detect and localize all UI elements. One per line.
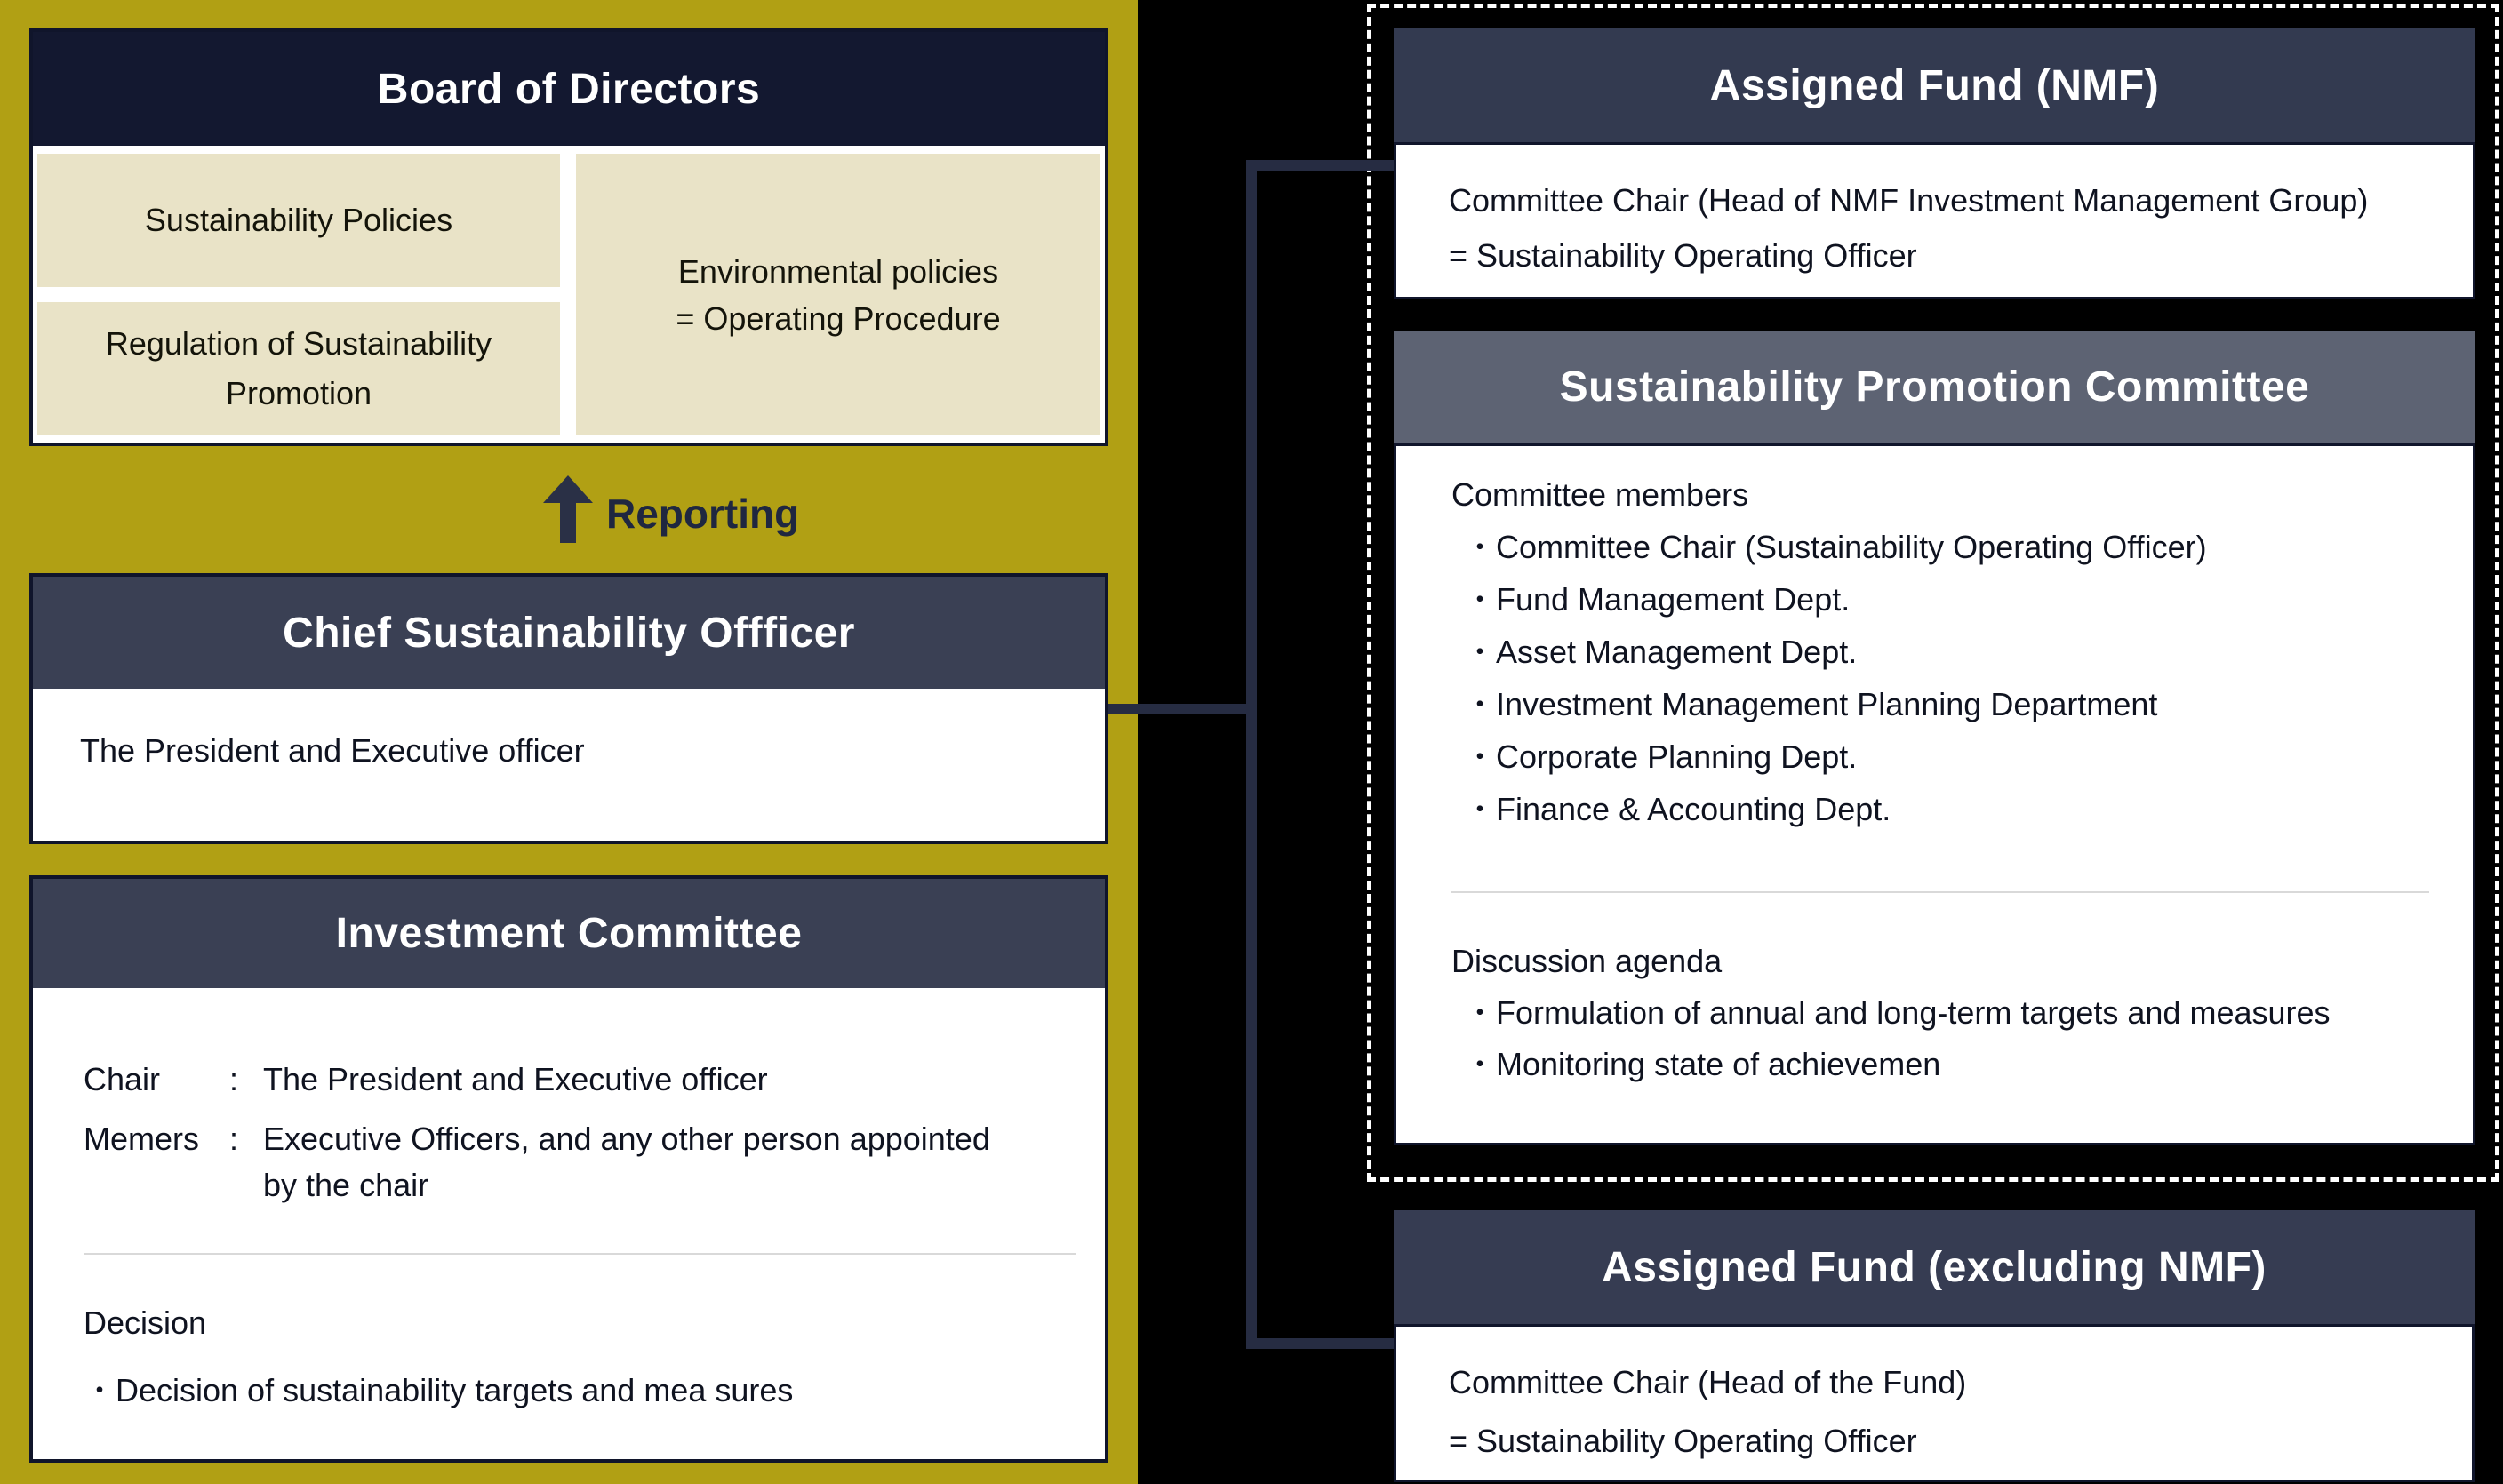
spc-member-item: ・Fund Management Dept. xyxy=(1464,581,1851,618)
assigned-fund-excluding-nmf-box xyxy=(1394,1210,2475,1482)
ic-members-value-line1: Executive Officers, and any other person appointed xyxy=(263,1121,990,1157)
assigned-fund-excluding-nmf-title: Assigned Fund (excluding NMF) xyxy=(1394,1210,2475,1324)
connector-nmf-horizontal xyxy=(1246,160,1397,171)
ic-chair-value: The President and Executive officer xyxy=(263,1061,768,1097)
ic-chair-row xyxy=(84,1057,768,1103)
ic-members-value xyxy=(263,1116,990,1209)
exnmf-chair-line: Committee Chair (Head of the Fund) xyxy=(1449,1364,1967,1400)
exnmf-officer-line: = Sustainability Operating Officer xyxy=(1449,1423,1917,1459)
regulation-line2: Promotion xyxy=(225,375,372,411)
spc-agenda-heading: Discussion agenda xyxy=(1451,943,1723,979)
spc-agenda-item: ・Monitoring state of achievemen xyxy=(1464,1046,1941,1082)
sustainability-policies-label: Sustainability Policies xyxy=(144,202,453,238)
spc-member-item: ・Investment Management Planning Department xyxy=(1464,686,2158,722)
ic-chair-label: Chair xyxy=(84,1061,161,1097)
cso-body-text: The President and Executive officer xyxy=(80,732,585,769)
spc-member-item: ・Asset Management Dept. xyxy=(1464,634,1858,670)
ic-decision-item: ・Decision of sustainability targets and mea sures xyxy=(84,1372,794,1408)
ic-members-value-line2: by the chair xyxy=(263,1167,429,1203)
sustainability-policies-box xyxy=(37,154,560,287)
regulation-of-sustainability-promotion-box xyxy=(37,302,560,435)
investment-committee-box xyxy=(29,875,1108,1463)
ic-decision-heading: Decision xyxy=(84,1304,207,1341)
environmental-line1: Environmental policies xyxy=(677,252,999,290)
assigned-fund-nmf-title: Assigned Fund (NMF) xyxy=(1394,28,2475,142)
spc-agenda-item: ・Formulation of annual and long-term targets and measures xyxy=(1464,994,2331,1031)
sustainability-promotion-committee-box xyxy=(1394,331,2475,1145)
assigned-fund-nmf-box xyxy=(1394,28,2475,299)
connector-cso-horizontal xyxy=(1105,704,1256,714)
reporting-arrow-up-icon xyxy=(543,475,593,503)
investment-committee-title: Investment Committee xyxy=(33,879,1105,988)
board-of-directors-title: Board of Directors xyxy=(33,32,1105,146)
ic-members-label: Memers xyxy=(84,1121,200,1157)
ic-members-colon: : xyxy=(229,1121,239,1157)
nmf-officer-line: = Sustainability Operating Officer xyxy=(1449,237,1917,274)
chief-sustainability-officer-box xyxy=(29,573,1108,844)
spc-divider xyxy=(1451,891,2429,893)
connector-exnmf-horizontal xyxy=(1246,1338,1397,1349)
assigned-fund-excluding-nmf-body xyxy=(1394,1324,2475,1482)
environmental-policies-box xyxy=(576,154,1100,435)
nmf-chair-line: Committee Chair (Head of NMF Investment Management Group) xyxy=(1449,182,2369,219)
ic-chair-colon: : xyxy=(229,1061,239,1097)
spc-members-heading: Committee members xyxy=(1451,476,1749,513)
spc-body xyxy=(1394,443,2475,1145)
spc-member-item: ・Committee Chair (Sustainability Operating Officer) xyxy=(1464,529,2207,565)
reporting-label: Reporting xyxy=(606,491,800,537)
spc-member-item: ・Corporate Planning Dept. xyxy=(1464,738,1858,775)
ic-divider xyxy=(84,1253,1076,1255)
chief-sustainability-officer-title: Chief Sustainability Offficer xyxy=(33,577,1105,689)
spc-title: Sustainability Promotion Committee xyxy=(1394,331,2475,443)
board-of-directors-box xyxy=(29,28,1108,446)
spc-member-item: ・Finance & Accounting Dept. xyxy=(1464,791,1891,827)
ic-members-row xyxy=(84,1116,990,1209)
reporting-arrow-shaft xyxy=(560,501,576,543)
assigned-fund-nmf-body xyxy=(1394,142,2475,299)
connector-vertical-trunk xyxy=(1246,160,1257,1349)
regulation-line1: Regulation of Sustainability xyxy=(105,325,492,362)
environmental-line2: = Operating Procedure xyxy=(676,299,1001,337)
